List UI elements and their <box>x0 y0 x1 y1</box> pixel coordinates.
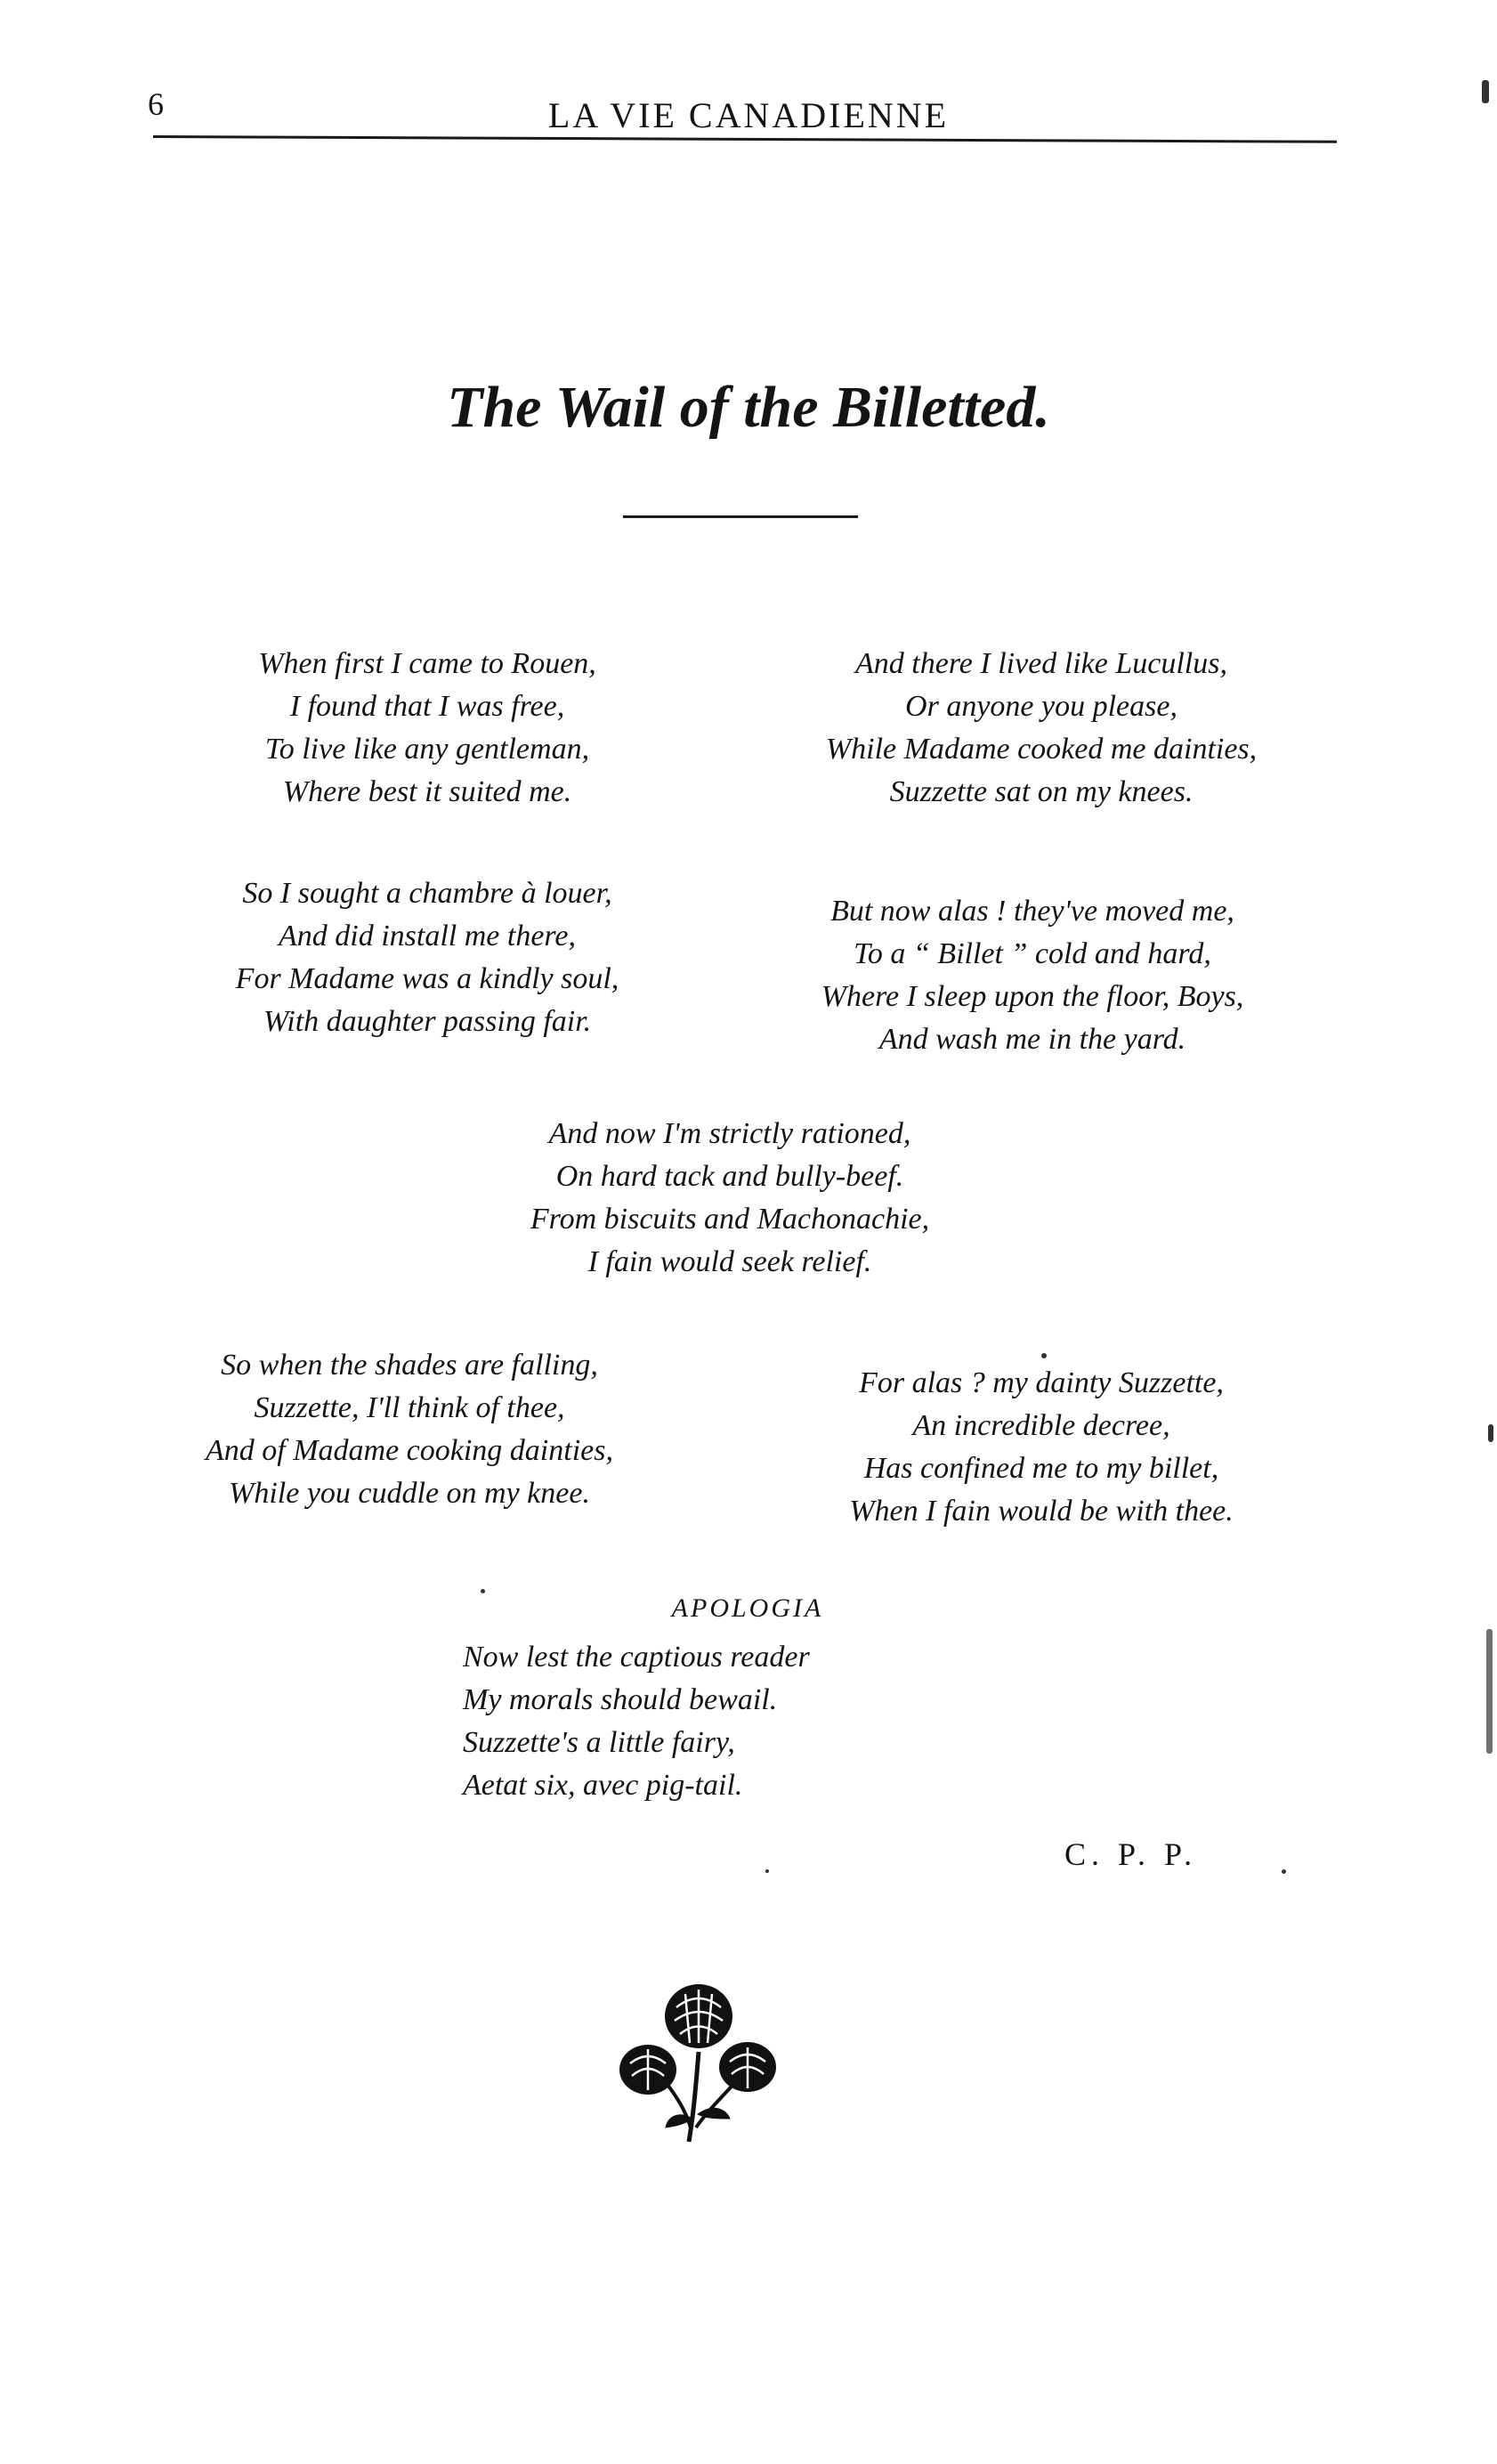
stanza-line: And did install me there, <box>279 920 576 952</box>
stanza-line: When first I came to Rouen, <box>258 647 596 680</box>
print-speck <box>1041 1353 1047 1358</box>
stanza-line: I found that I was free, <box>289 690 565 723</box>
apologia-stanza <box>463 1636 961 1807</box>
stanza-line: And there I lived like Lucullus, <box>855 647 1227 680</box>
print-speck <box>1482 80 1489 103</box>
stanza-1 <box>178 643 676 814</box>
stanza-line: To live like any gentleman, <box>264 733 590 766</box>
apologia-heading: APOLOGIA <box>671 1593 824 1623</box>
title-rule <box>623 515 858 518</box>
signature: C. P. P. <box>1064 1836 1198 1872</box>
stanza-line: Suzzette, I'll think of thee, <box>254 1391 565 1424</box>
stanza-line: And now I'm strictly rationed, <box>548 1117 911 1150</box>
stanza-7 <box>748 1362 1335 1533</box>
stanza-line: On hard tack and bully-beef. <box>555 1160 904 1193</box>
print-speck <box>481 1589 485 1593</box>
stanza-line: Suzzette's a little fairy, <box>463 1726 735 1759</box>
stanza-line: For alas ? my dainty Suzzette, <box>859 1366 1224 1399</box>
page-number: 6 <box>148 86 164 122</box>
stanza-line: My morals should bewail. <box>463 1683 778 1716</box>
stanza-line: And of Madame cooking dainties, <box>206 1434 613 1467</box>
running-head: LA VIE CANADIENNE <box>547 95 950 135</box>
stanza-line: Or anyone you please, <box>905 690 1177 723</box>
stanza-line: While you cuddle on my knee. <box>229 1477 590 1510</box>
stanza-line: So I sought a chambre à louer, <box>242 877 612 910</box>
stanza-line: An incredible decree, <box>912 1409 1170 1442</box>
stanza-line: Has confined me to my billet, <box>863 1452 1219 1485</box>
stanza-line: I fain would seek relief. <box>587 1245 872 1278</box>
stanza-line: When I fain would be with thee. <box>849 1495 1234 1528</box>
stanza-line: Where I sleep upon the floor, Boys, <box>821 980 1244 1013</box>
stanza-line: To a “ Billet ” cold and hard, <box>854 937 1211 970</box>
stanza-line: But now alas ! they've moved me, <box>830 895 1234 928</box>
stanza-line: Where best it suited me. <box>282 775 572 808</box>
stanza-line: So when the shades are falling, <box>221 1349 598 1382</box>
stanza-line: And wash me in the yard. <box>878 1023 1186 1056</box>
print-speck <box>765 1869 769 1873</box>
stanza-4 <box>730 890 1335 1061</box>
flower-bouquet-icon <box>614 1967 783 2145</box>
stanza-3 <box>169 872 685 1043</box>
stanza-2 <box>757 643 1326 814</box>
stanza-line: For Madame was a kindly soul, <box>235 962 619 995</box>
stanza-line: Now lest the captious reader <box>463 1641 810 1674</box>
print-speck <box>1282 1869 1286 1874</box>
stanza-line: Suzzette sat on my knees. <box>889 775 1194 808</box>
stanza-6 <box>142 1344 676 1515</box>
print-speck <box>1488 1424 1493 1442</box>
stanza-line: While Madame cooked me dainties, <box>825 733 1258 766</box>
stanza-5 <box>418 1113 1041 1284</box>
header-rule <box>153 135 1337 143</box>
print-speck <box>1486 1629 1493 1754</box>
stanza-line: From biscuits and Machonachie, <box>530 1203 930 1236</box>
stanza-line: Aetat six, avec pig-tail. <box>463 1769 743 1802</box>
poem-title: The Wail of the Billetted. <box>447 375 1050 440</box>
stanza-line: With daughter passing fair. <box>263 1005 592 1038</box>
